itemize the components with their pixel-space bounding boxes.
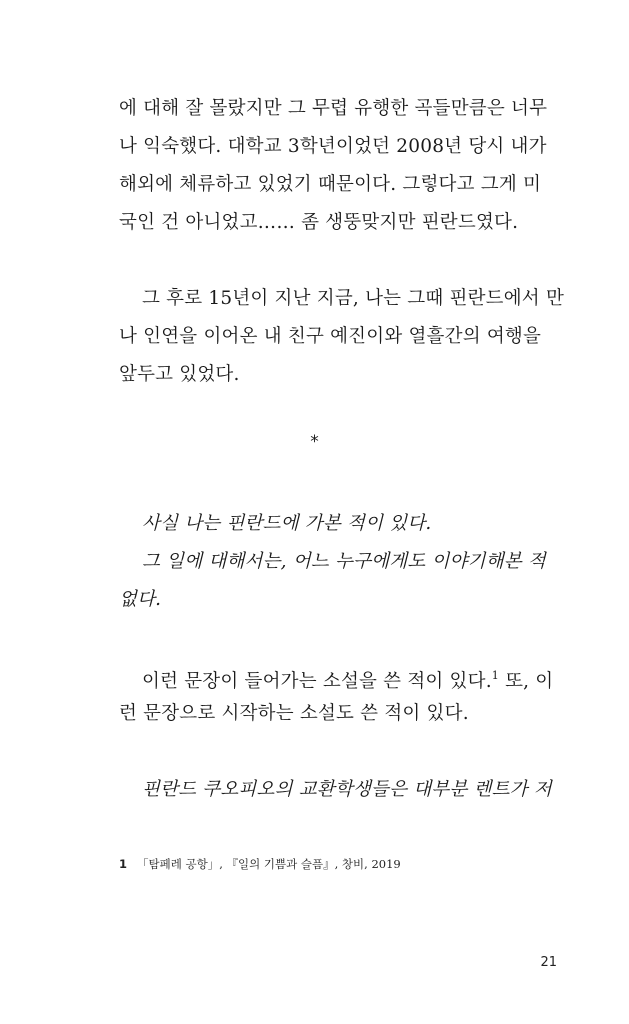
text-line: 런 문장으로 시작하는 소설도 쓴 적이 있다. [119,703,469,724]
text-line: 그 일에 대해서는, 어느 누구에게도 이야기해본 적 [142,551,546,572]
page-number: 21 [540,955,557,970]
footnote-number: 1 [119,857,128,871]
text-line: 없다. [119,589,162,610]
text-line: 앞두고 있었다. [119,364,240,385]
text-line [142,664,582,694]
text-line: 사실 나는 핀란드에 가본 적이 있다. [142,513,432,534]
section-divider: * [310,432,319,452]
footnote [119,856,401,872]
text-span: 또, 이 [498,671,554,692]
text-line: 해외에 체류하고 있었기 때문이다. 그렇다고 그게 미 [119,174,542,195]
text-span: 이런 문장이 들어가는 소설을 쓴 적이 있다. [142,671,492,692]
text-line: 나 인연을 이어온 내 친구 예진이와 열흘간의 여행을 [119,326,542,347]
footnote-text: 「탐페레 공항」, 『일의 기쁨과 슬픔』, 창비, 2019 [137,857,401,871]
text-line: 에 대해 잘 몰랐지만 그 무렵 유행한 곡들만큼은 너무 [119,98,548,119]
text-line: 국인 건 아니었고…… 좀 생뚱맞지만 핀란드였다. [119,212,519,233]
text-line: 그 후로 15년이 지난 지금, 나는 그때 핀란드에서 만 [142,288,565,309]
text-line: 핀란드 쿠오피오의 교환학생들은 대부분 렌트가 저 [142,779,552,800]
text-line: 나 익숙했다. 대학교 3학년이었던 2008년 당시 내가 [119,136,547,157]
footnote-reference[interactable]: 1 [491,669,499,682]
